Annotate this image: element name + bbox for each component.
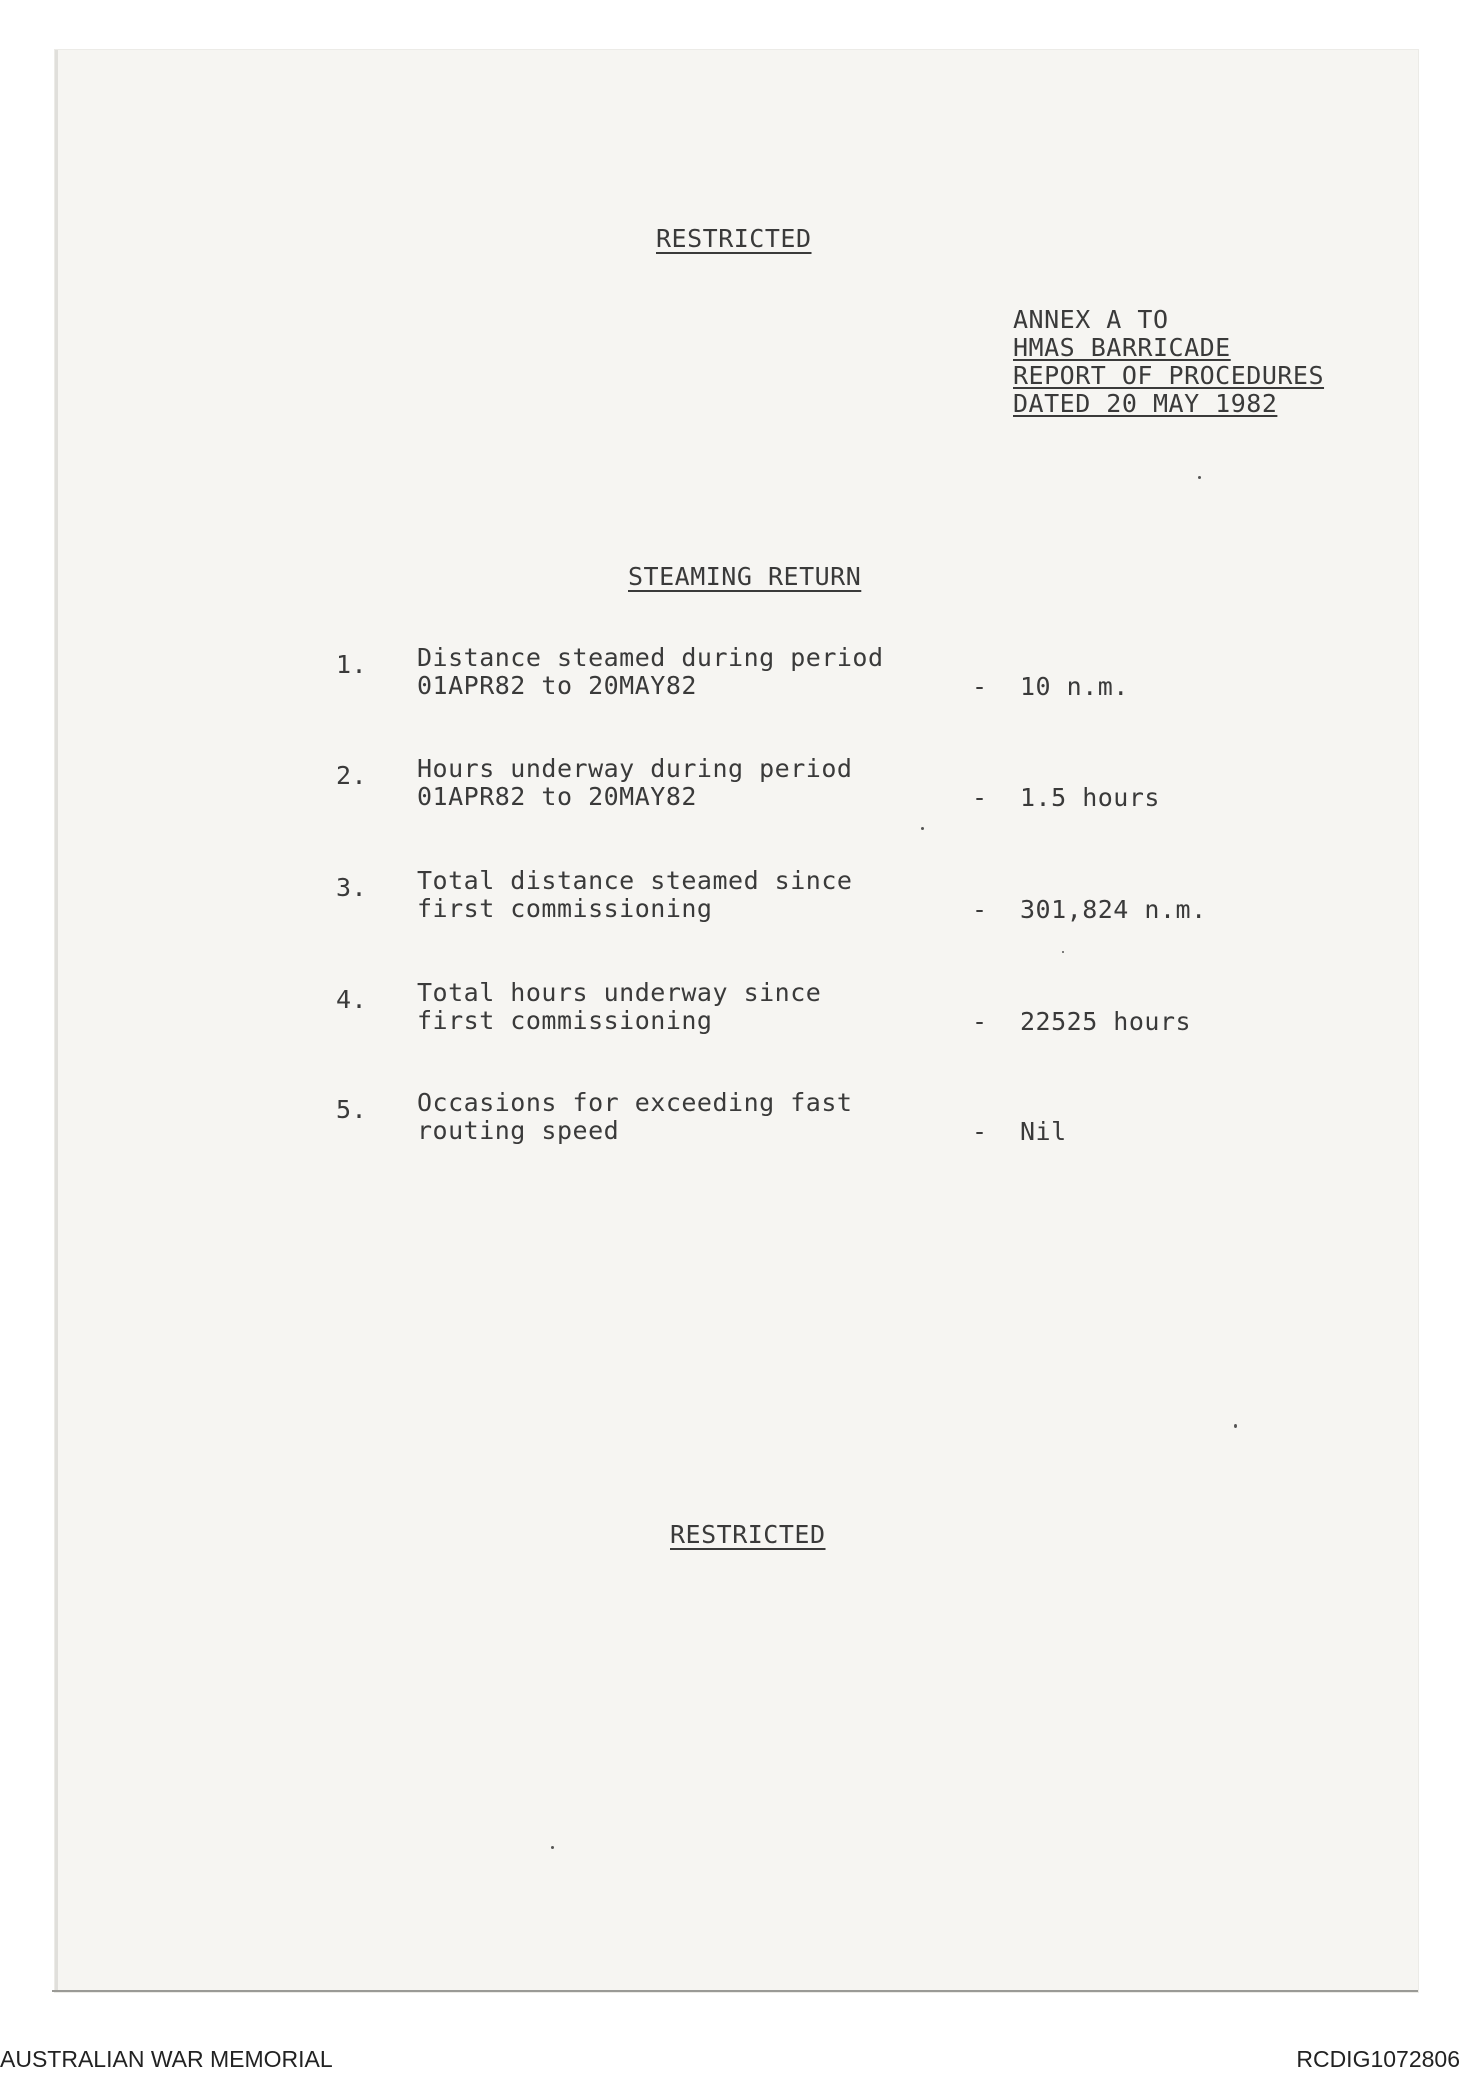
annex-block [1013, 306, 1324, 418]
page-edge [52, 1990, 1418, 1992]
item-value: Nil [1020, 1117, 1067, 1146]
item-line-1: Distance steamed during period [417, 643, 884, 672]
item-value: 1.5 hours [1020, 783, 1160, 812]
item-description [417, 644, 884, 700]
item-value: 22525 hours [1020, 1007, 1192, 1036]
annex-line-2: HMAS BARRICADE [1013, 333, 1231, 362]
item-dash: - [972, 895, 988, 924]
section-heading: STEAMING RETURN [628, 562, 862, 591]
annex-line-1: ANNEX A TO [1013, 305, 1169, 334]
item-line-1: Total hours underway since [417, 978, 822, 1007]
classification-bottom: RESTRICTED [670, 1520, 826, 1549]
speck [1234, 1424, 1237, 1428]
item-value: 301,824 n.m. [1020, 895, 1207, 924]
annex-line-4: DATED 20 MAY 1982 [1013, 389, 1278, 418]
item-dash: - [972, 1117, 988, 1146]
archive-footer-right: RCDIG1072806 [1296, 2046, 1460, 2072]
speck [1062, 951, 1064, 953]
item-dash: - [972, 672, 988, 701]
speck [921, 827, 924, 830]
item-number: 3. [336, 873, 368, 902]
item-description [417, 979, 821, 1035]
item-description [417, 755, 852, 811]
item-line-2: first commissioning [417, 1006, 713, 1035]
item-dash: - [972, 1007, 988, 1036]
item-line-2: 01APR82 to 20MAY82 [417, 782, 697, 811]
item-line-2: routing speed [417, 1116, 620, 1145]
item-dash: - [972, 783, 988, 812]
item-line-1: Total distance steamed since [417, 866, 853, 895]
archive-footer-left: AUSTRALIAN WAR MEMORIAL [0, 2046, 333, 2072]
classification-top: RESTRICTED [656, 224, 812, 253]
annex-line-3: REPORT OF PROCEDURES [1013, 361, 1325, 390]
speck [1198, 476, 1201, 479]
item-line-1: Hours underway during period [417, 754, 853, 783]
item-line-2: first commissioning [417, 894, 713, 923]
item-number: 5. [336, 1095, 368, 1124]
item-number: 4. [336, 985, 368, 1014]
speck [551, 1846, 554, 1849]
item-description [417, 867, 852, 923]
item-line-2: 01APR82 to 20MAY82 [417, 671, 697, 700]
item-line-1: Occasions for exceeding fast [417, 1088, 853, 1117]
item-number: 2. [336, 761, 368, 790]
item-number: 1. [336, 650, 368, 679]
item-description [417, 1089, 852, 1145]
item-value: 10 n.m. [1020, 672, 1129, 701]
